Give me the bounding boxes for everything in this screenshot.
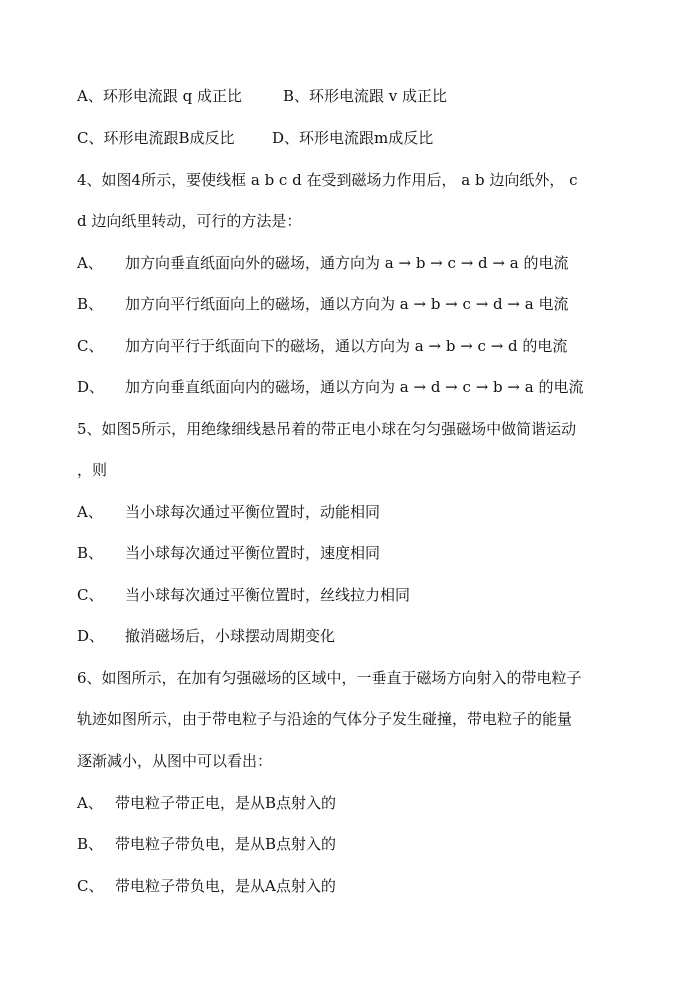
- q6-option-c-text: 带电粒子带负电，是从A点射入的: [115, 877, 336, 895]
- q4-option-a-letter: A、: [77, 254, 103, 272]
- q5-option-a-text: 当小球每次通过平衡位置时，动能相同: [125, 503, 381, 521]
- q6-option-b-letter: B、: [77, 835, 104, 853]
- q5-option-d-letter: D、: [77, 627, 105, 645]
- option-b-v: B、环形电流跟 v 成正比: [283, 87, 448, 105]
- q4-option-a-text: 加方向垂直纸面向外的磁场，通方向为 a → b → c → d → a 的电流: [125, 254, 569, 272]
- q5-option-b-text: 当小球每次通过平衡位置时，速度相同: [125, 544, 381, 562]
- q4-option-b-text: 加方向平行纸面向上的磁场，通以方向为 a → b → c → d → a 电流: [125, 295, 569, 313]
- q5-option-a-letter: A、: [77, 503, 103, 521]
- q4-option-d-text: 加方向垂直纸面向内的磁场，通以方向为 a → d → c → b → a 的电流: [125, 378, 584, 396]
- question-6-text: 6、如图所示，在加有匀强磁场的区域中，一垂直于磁场方向射入的带电粒子: [77, 669, 582, 687]
- q4-option-c-text: 加方向平行于纸面向下的磁场，通以方向为 a → b → c → d 的电流: [125, 337, 568, 355]
- option-a-q: A、环形电流跟 q 成正比: [77, 87, 242, 105]
- q6-option-a-text: 带电粒子带正电，是从B点射入的: [115, 794, 337, 812]
- option-c-b: C、环形电流跟B成反比: [77, 129, 235, 147]
- q5-option-c-letter: C、: [77, 586, 104, 604]
- q6-option-a-letter: A、: [77, 794, 103, 812]
- q4-option-d-letter: D、: [77, 378, 105, 396]
- q5-option-c-text: 当小球每次通过平衡位置时，丝线拉力相同: [125, 586, 411, 604]
- q5-option-b-letter: B、: [77, 544, 104, 562]
- question-5-text: 5、如图5所示，用绝缘细线悬吊着的带正电小球在匀匀强磁场中做简谐运动: [77, 420, 577, 438]
- question-5-text-cont: ，则: [77, 461, 108, 479]
- option-d-m: D、环形电流跟m成反比: [272, 129, 434, 147]
- q4-option-b-letter: B、: [77, 295, 104, 313]
- question-6-text-cont-1: 轨迹如图所示，由于带电粒子与沿途的气体分子发生碰撞，带电粒子的能量: [77, 710, 573, 728]
- q6-option-c-letter: C、: [77, 877, 104, 895]
- q4-option-c-letter: C、: [77, 337, 104, 355]
- question-4-text-cont: d 边向纸里转动，可行的方法是：: [77, 212, 302, 230]
- question-6-text-cont-2: 逐渐减小，从图中可以看出：: [77, 752, 273, 770]
- question-4-text: 4、如图4所示，要使线框 a b c d 在受到磁场力作用后， a b 边向纸外， c: [77, 171, 578, 189]
- q6-option-b-text: 带电粒子带负电，是从B点射入的: [115, 835, 337, 853]
- q5-option-d-text: 撤消磁场后，小球摆动周期变化: [125, 627, 336, 645]
